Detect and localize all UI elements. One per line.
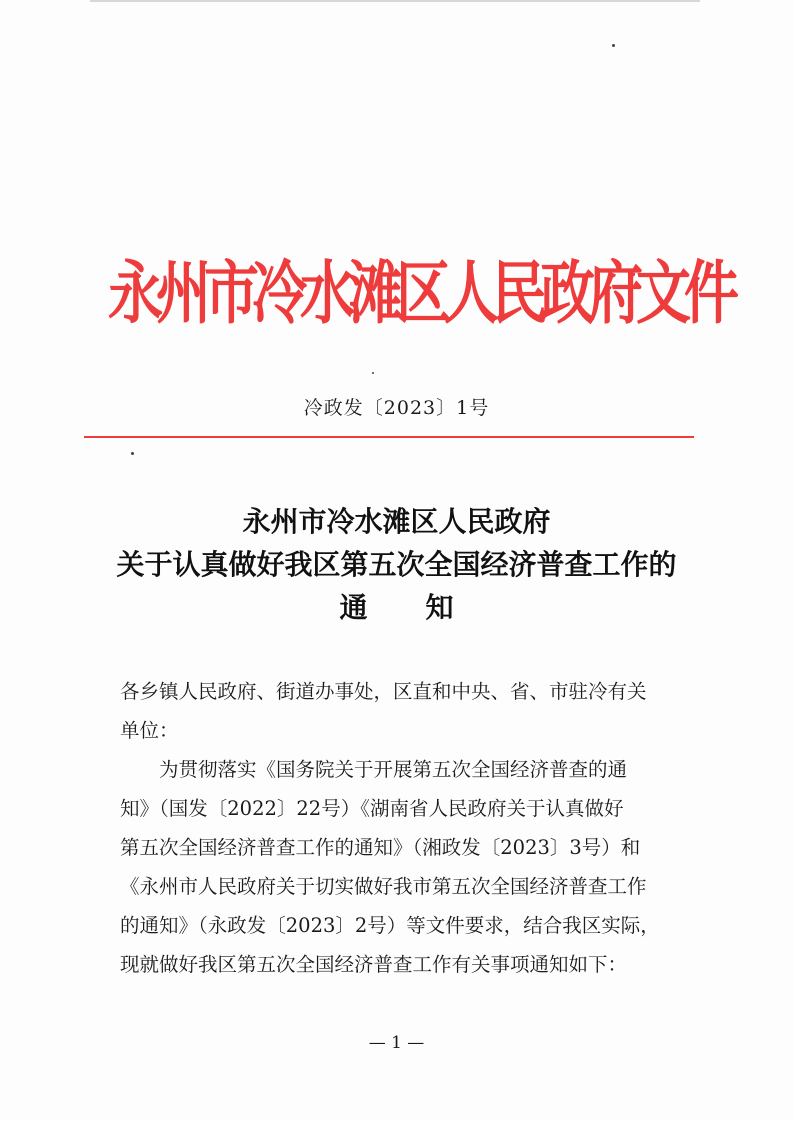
body-line: 的通知》（永政发〔2023〕2号）等文件要求，结合我区实际， [120,914,660,937]
red-separator-line [84,436,694,438]
body-line-addressee: 各乡镇人民政府、街道办事处，区直和中央、省、市驻冷有关 [120,680,647,703]
scan-speck [612,44,615,47]
scan-edge [90,0,700,2]
scan-speck [372,372,374,374]
body-line: 《永州市人民政府关于切实做好我市第五次全国经济普查工作 [120,875,647,898]
body-line: 第五次全国经济普查工作的通知》（湘政发〔2023〕3号）和 [120,836,641,859]
page-number: — 1 — [368,1033,425,1053]
body-line-addressee-cont: 单位： [120,719,179,742]
body-line: 现就做好我区第五次全国经济普查工作有关事项通知如下： [120,953,628,976]
title-line-notice: 通知 [339,591,512,624]
notice-body [120,672,690,984]
body-line: 知》（国发〔2022〕22号）《湖南省人民政府关于认真做好 [120,797,624,820]
scan-speck [131,452,134,455]
body-line: 为贯彻落实《国务院关于开展第五次全国经济普查的通 [159,758,628,781]
document-number: 冷政发〔2023〕1号 [303,397,490,419]
notice-title [0,500,793,629]
title-line-subject: 关于认真做好我区第五次全国经济普查工作的 [116,548,677,581]
issuer-header-title: 永州市冷水滩区人民政府文件 [108,251,733,333]
title-line-issuer: 永州市冷水滩区人民政府 [242,505,551,538]
